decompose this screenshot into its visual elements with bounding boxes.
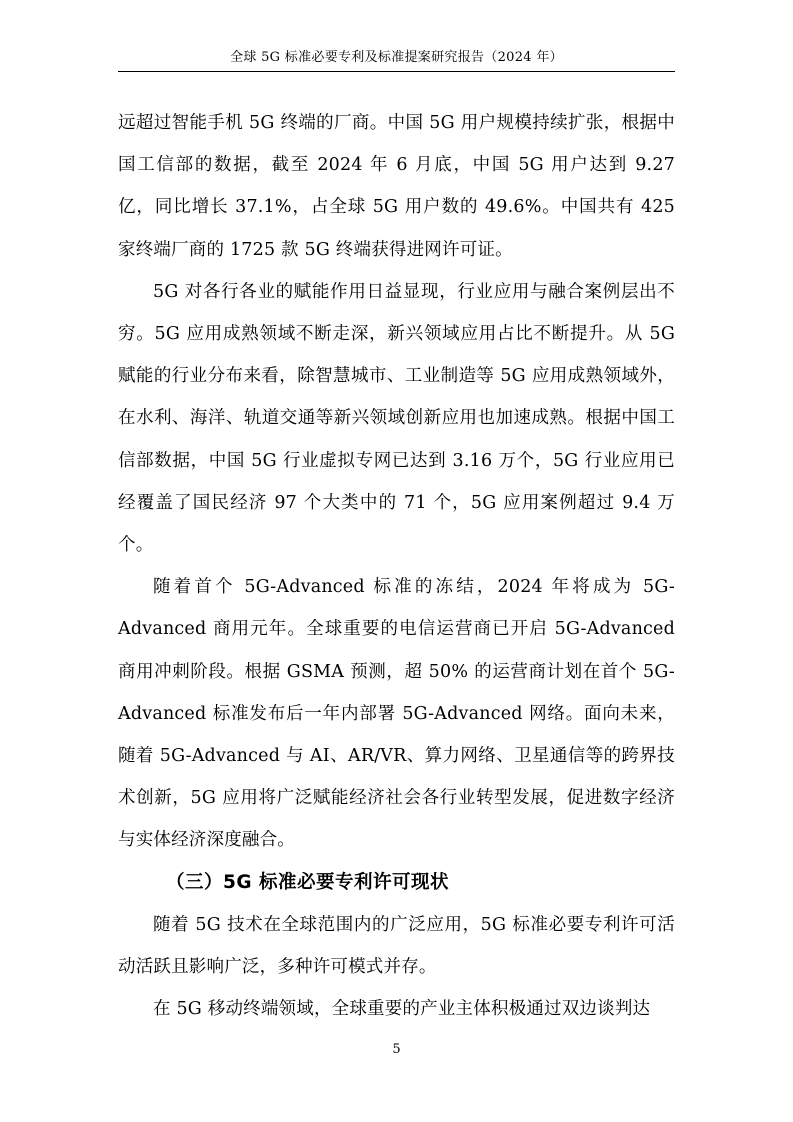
body-paragraph-continued: 远超过智能手机 5G 终端的厂商。中国 5G 用户规模持续扩张，根据中国工信部的数据，截至 2024 年 6 月底，中国 5G 用户达到 9.27 亿，同比增长 37.1%，占全球 5G 用户数的 49.6%。中国共有 425 家终端厂商的 1725 款 5G 终端获得进网许可证。 bbox=[118, 113, 675, 260]
page-number: 5 bbox=[392, 1042, 401, 1057]
header-divider bbox=[118, 71, 675, 72]
section-heading: （三）5G 标准必要专利许可现状 bbox=[166, 871, 449, 893]
page-header-title: 全球 5G 标准必要专利及标准提案研究报告（2024 年） bbox=[230, 50, 563, 65]
body-paragraph-5g-advanced: 随着首个 5G-Advanced 标准的冻结，2024 年将成为 5G-Advanced 商用元年。全球重要的电信运营商已开启 5G-Advanced 商用冲刺阶段。根据 GSMA 预测，超 50% 的运营商计划在首个 5G-Advanced 标准发布后一年内部署 5G-Advanced 网络。面向未来，随着 5G-Advanced 与 AI、AR/VR、算力网络、卫星通信等的跨界技术创新，5G 应用将广泛赋能经济社会各行业转型发展，促进数字经济与实体经济深度融合。 bbox=[118, 577, 675, 851]
section-paragraph-licensing: 随着 5G 技术在全球范围内的广泛应用，5G 标准必要专利许可活动活跃且影响广泛，多种许可模式并存。 bbox=[118, 914, 675, 978]
section-paragraph-mobile-terminals: 在 5G 移动终端领域，全球重要的产业主体积极通过双边谈判达 bbox=[153, 999, 651, 1020]
document-body bbox=[118, 102, 675, 1030]
body-paragraph-industry-empowerment: 5G 对各行各业的赋能作用日益显现，行业应用与融合案例层出不穷。5G 应用成熟领域不断走深，新兴领域应用占比不断提升。从 5G 赋能的行业分布来看，除智慧城市、工业制造等 5G 应用成熟领域外，在水利、海洋、轨道交通等新兴领域创新应用也加速成熟。根据中国工信部数据，中国 5G 行业虚拟专网已达到 3.16 万个，5G 行业应用已经覆盖了国民经济 97 个大类中的 71 个，5G 应用案例超过 9.4 万个。 bbox=[118, 281, 675, 556]
